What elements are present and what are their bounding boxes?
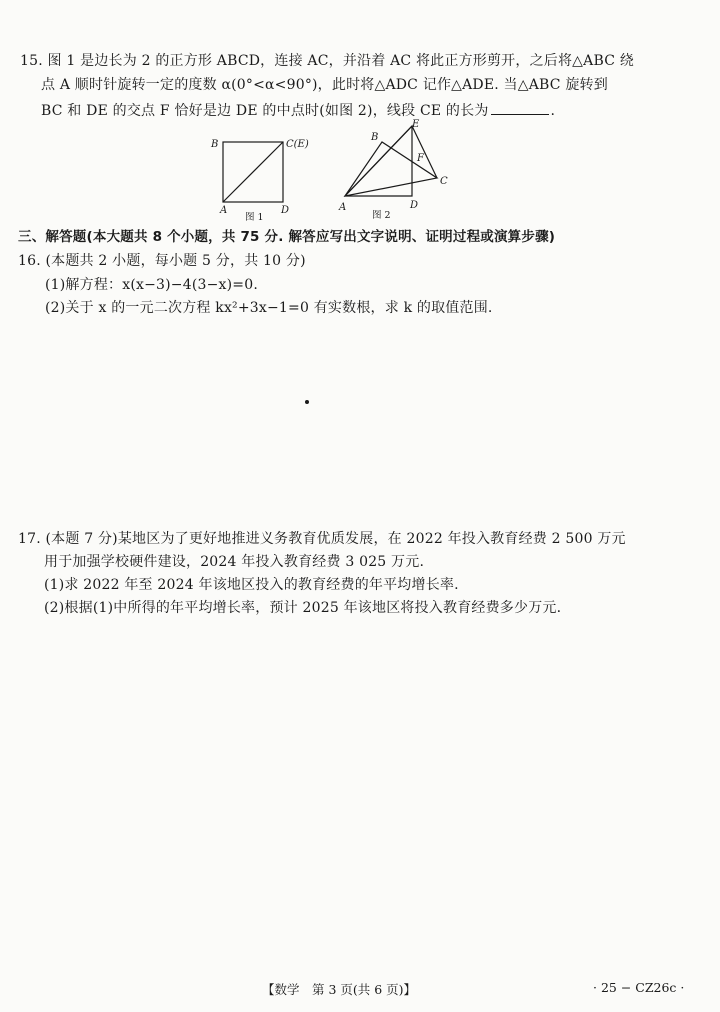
q17-part-1: (1)求 2022 年至 2024 年该地区投入的教育经费的年平均增长率.: [44, 577, 459, 593]
q15-line-1: 15. 图 1 是边长为 2 的正方形 ABCD，连接 AC，并沿着 AC 将此正方形剪开，之后将△ABC 绕: [20, 53, 634, 69]
q15-line-2: 点 A 顺时针旋转一定的度数 α(0°<α<90°)，此时将△ADC 记作△ADE. 当△ABC 旋转到: [41, 77, 608, 93]
q16-title: 16. (本题共 2 小题，每小题 5 分，共 10 分): [18, 253, 306, 269]
figure-1-caption: 图 1: [245, 212, 264, 223]
q16-part-1: (1)解方程：x(x−3)−4(3−x)=0.: [45, 277, 258, 293]
page-footer: 【数学 第 3 页(共 6 页)】: [262, 982, 417, 997]
q15-line-3: [41, 100, 555, 120]
q17-line-1: 17. (本题 7 分)某地区为了更好地推进义务教育优质发展，在 2022 年投入教育经费 2 500 万元: [18, 531, 626, 547]
diagonal-ac: [223, 142, 283, 202]
ink-dot: [305, 400, 309, 404]
label-ce: C(E): [286, 139, 309, 150]
answer-blank: [491, 100, 549, 115]
figure-1: [205, 132, 325, 224]
label-d: D: [281, 205, 290, 216]
label-a: A: [220, 205, 228, 216]
segment-ae: [345, 126, 412, 196]
figure-2-caption: 图 2: [372, 210, 391, 221]
label-e2: E: [412, 119, 420, 130]
section-3-heading: 三、解答题(本大题共 8 个小题，共 75 分. 解答应写出文字说明、证明过程或演算步骤): [18, 229, 556, 245]
q17-part-2: (2)根据(1)中所得的年平均增长率，预计 2025 年该地区将投入教育经费多少万元.: [44, 600, 562, 616]
q15-line-3-text: BC 和 DE 的交点 F 恰好是边 DE 的中点时(如图 2)，线段 CE 的长为: [41, 103, 489, 119]
figure-2: [335, 116, 460, 224]
page-code: · 25 − CZ26c ·: [593, 980, 685, 995]
q15-line-3-end: .: [550, 103, 556, 119]
label-a2: A: [339, 202, 347, 213]
label-f2: F: [417, 153, 424, 164]
label-b: B: [211, 139, 219, 150]
q17-line-2: 用于加强学校硬件建设，2024 年投入教育经费 3 025 万元.: [44, 554, 425, 570]
label-d2: D: [410, 200, 419, 211]
label-b2: B: [371, 132, 379, 143]
label-c2: C: [440, 176, 448, 187]
q16-part-2: (2)关于 x 的一元二次方程 kx²+3x−1=0 有实数根，求 k 的取值范围.: [45, 300, 493, 316]
